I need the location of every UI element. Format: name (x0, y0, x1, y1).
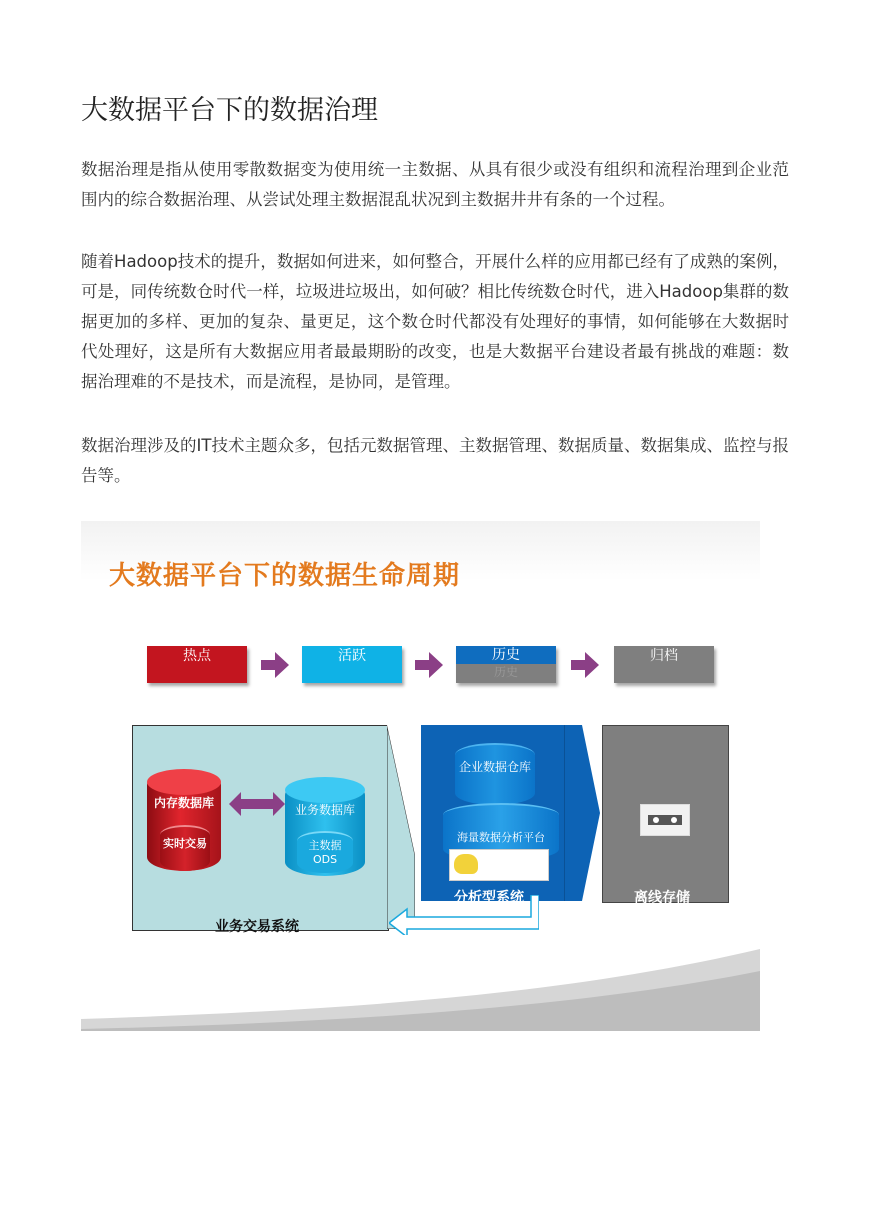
stage-hot: 热点 (147, 646, 247, 683)
memory-db-top (147, 769, 221, 795)
tape-drive-icon (640, 804, 690, 836)
business-system-label: 业务交易系统 (215, 919, 299, 935)
elephant-icon (454, 854, 478, 874)
enterprise-dw-label: 企业数据仓库 (458, 760, 531, 774)
data-lifecycle-figure (81, 521, 760, 1031)
stage-history-label: 历史 (456, 646, 556, 664)
offline-storage-label: 离线存储 (634, 890, 690, 906)
realtime-label: 实时交易 (163, 837, 207, 850)
paragraph-hadoop: 随着Hadoop技术的提升，数据如何进来，如何整合，开展什么样的应用都已经有了成熟的案例，可是，同传统数仓时代一样，垃圾进垃圾出，如何破？相比传统数仓时代，进入Hadoop集群的数据更加的多样、更加的复杂、量更足，这个数仓时代都没有处理好的事情，如何能够在大数据时代处理好，这是所有大数据应用者最最期盼的改变，也是大数据平台建设者最有挑战的难题：数据治理难的不是技术，而是流程，是协同，是管理。 (81, 252, 789, 391)
business-db-label: 业务数据库 (294, 803, 355, 817)
return-arrow-icon (389, 895, 539, 935)
analytics-system-label: 分析型系统 (454, 890, 524, 906)
paragraph-topics: 数据治理涉及的IT技术主题众多，包括元数据管理、主数据管理、数据质量、数据集成、监控与报告等。 (81, 436, 789, 485)
stage-history-shadow-label: 历史 (493, 665, 518, 679)
business-db-top (285, 777, 365, 803)
master-data-label: 主数据ODS (308, 839, 342, 866)
figure-title: 大数据平台下的数据生命周期 (109, 561, 461, 591)
page-title: 大数据平台下的数据治理 (81, 95, 378, 126)
paragraph-definition: 数据治理是指从使用零散数据变为使用统一主数据、从具有很少或没有组织和流程治理到企业范围内的综合数据治理、从尝试处理主数据混乱状况到主数据井井有条的一个过程。 (81, 160, 789, 209)
double-arrow-icon (229, 792, 285, 816)
memory-db-label: 内存数据库 (153, 796, 214, 810)
analytics-chevron-shape (564, 725, 600, 901)
stage-history (456, 646, 556, 683)
right-arrow-icon (275, 652, 289, 678)
right-arrow-icon (429, 652, 443, 678)
hadoop-logo (449, 849, 549, 881)
mass-platform-label: 海量数据分析平台 (457, 831, 545, 844)
right-arrow-icon (585, 652, 599, 678)
stage-archive: 归档 (614, 646, 714, 683)
decorative-swoosh (81, 941, 760, 1031)
stage-active: 活跃 (302, 646, 402, 683)
